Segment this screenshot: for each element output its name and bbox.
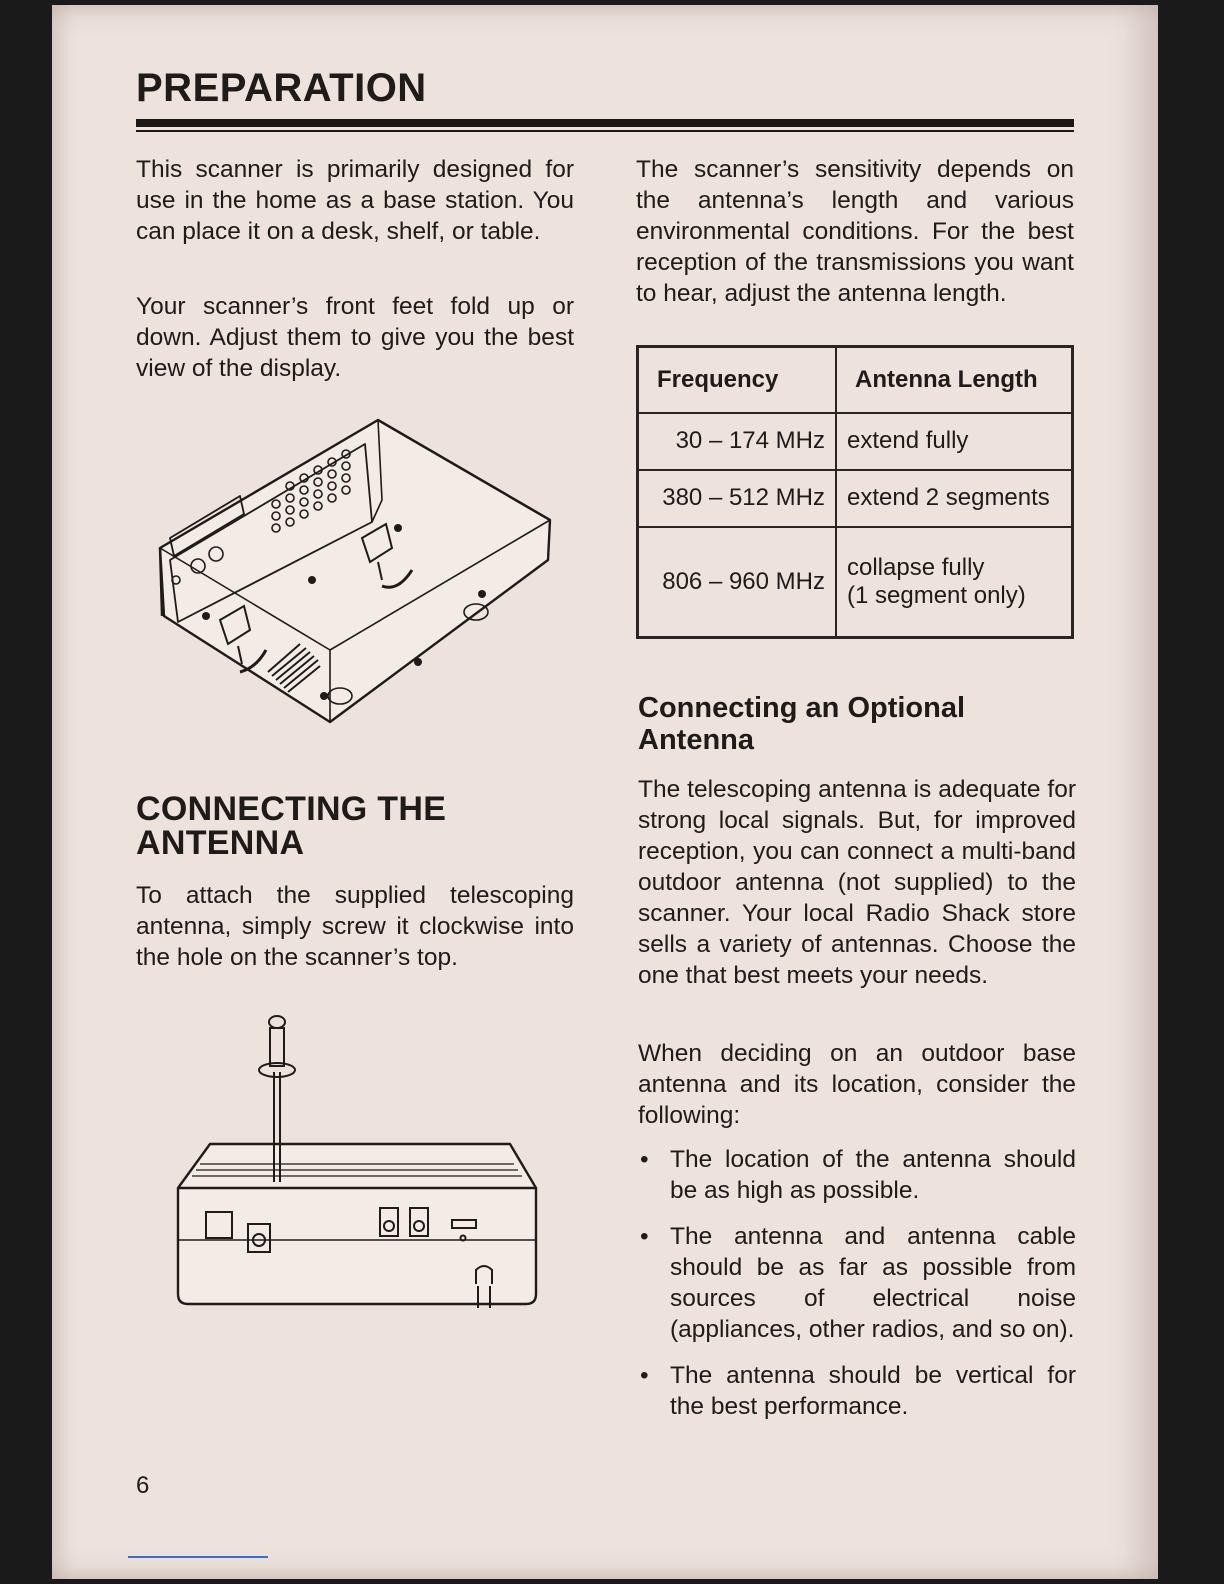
subheading-line-1: Connecting an Optional [638, 692, 966, 724]
title-rule-thick [136, 119, 1074, 127]
antenna-rear-illustration [170, 1012, 550, 1312]
table-cell-length-line2: (1 segment only) [847, 581, 1026, 609]
table-cell-frequency: 30 – 174 MHz [638, 413, 837, 470]
table-header-frequency: Frequency [638, 347, 837, 414]
table-cell-length: extend 2 segments [836, 470, 1073, 527]
table-header-row [638, 347, 1073, 414]
edge-line [128, 1556, 268, 1558]
heading-connecting-optional-antenna [638, 692, 1078, 756]
subheading-line-2: Antenna [638, 724, 754, 756]
heading-connecting-the-antenna [136, 792, 576, 860]
table-cell-length: extend fully [836, 413, 1073, 470]
intro-paragraph-2: Your scanner’s front feet fold up or down. Adjust them to give you the best view of the display. [136, 293, 574, 382]
title-rule-thin [136, 130, 1074, 132]
list-item: • The antenna and antenna cable should be as far as possible from sources of electrical noise (appliances, other radios, and so on). [638, 1221, 1076, 1345]
table-cell-length [836, 527, 1073, 638]
list-item: • The location of the antenna should be as high as possible. [638, 1144, 1076, 1206]
scanner-feet-illustration [150, 410, 560, 730]
table-header-antenna-length: Antenna Length [836, 347, 1073, 414]
table-cell-frequency: 806 – 960 MHz [638, 527, 837, 638]
page-number: 6 [136, 1472, 150, 1499]
table-row [638, 413, 1073, 470]
heading-line-1: CONNECTING THE [136, 790, 447, 828]
list-item: • The antenna should be vertical for the best performance. [638, 1360, 1076, 1422]
intro-paragraph-1: This scanner is primarily designed for use in the home as a base station. You can place it on a desk, shelf, or table. [136, 156, 574, 245]
attach-antenna-paragraph: To attach the supplied telescoping antenna, simply screw it clockwise into the hole on the scanner’s top. [136, 882, 574, 971]
frequency-antenna-table [636, 345, 1074, 639]
heading-line-2: ANTENNA [136, 824, 305, 862]
considerations-list [638, 1144, 1076, 1437]
page-title: PREPARATION [136, 66, 427, 110]
table-cell-length-line1: collapse fully [847, 553, 985, 581]
table-row [638, 470, 1073, 527]
outdoor-antenna-paragraph: When deciding on an outdoor base antenna and its location, consider the following: [638, 1040, 1076, 1129]
table-row [638, 527, 1073, 638]
table-cell-frequency: 380 – 512 MHz [638, 470, 837, 527]
optional-antenna-paragraph: The telescoping antenna is adequate for strong local signals. But, for improved reception, you can connect a multi-band outdoor antenna (not supplied) to the scanner. Your local Radio Shack store sells a variety of antennas. Choose the one that best meets your needs. [638, 776, 1076, 989]
sensitivity-paragraph: The scanner’s sensitivity depends on the antenna’s length and various environmental conditions. For the best reception of the transmissions you want to hear, adjust the antenna length. [636, 156, 1074, 307]
